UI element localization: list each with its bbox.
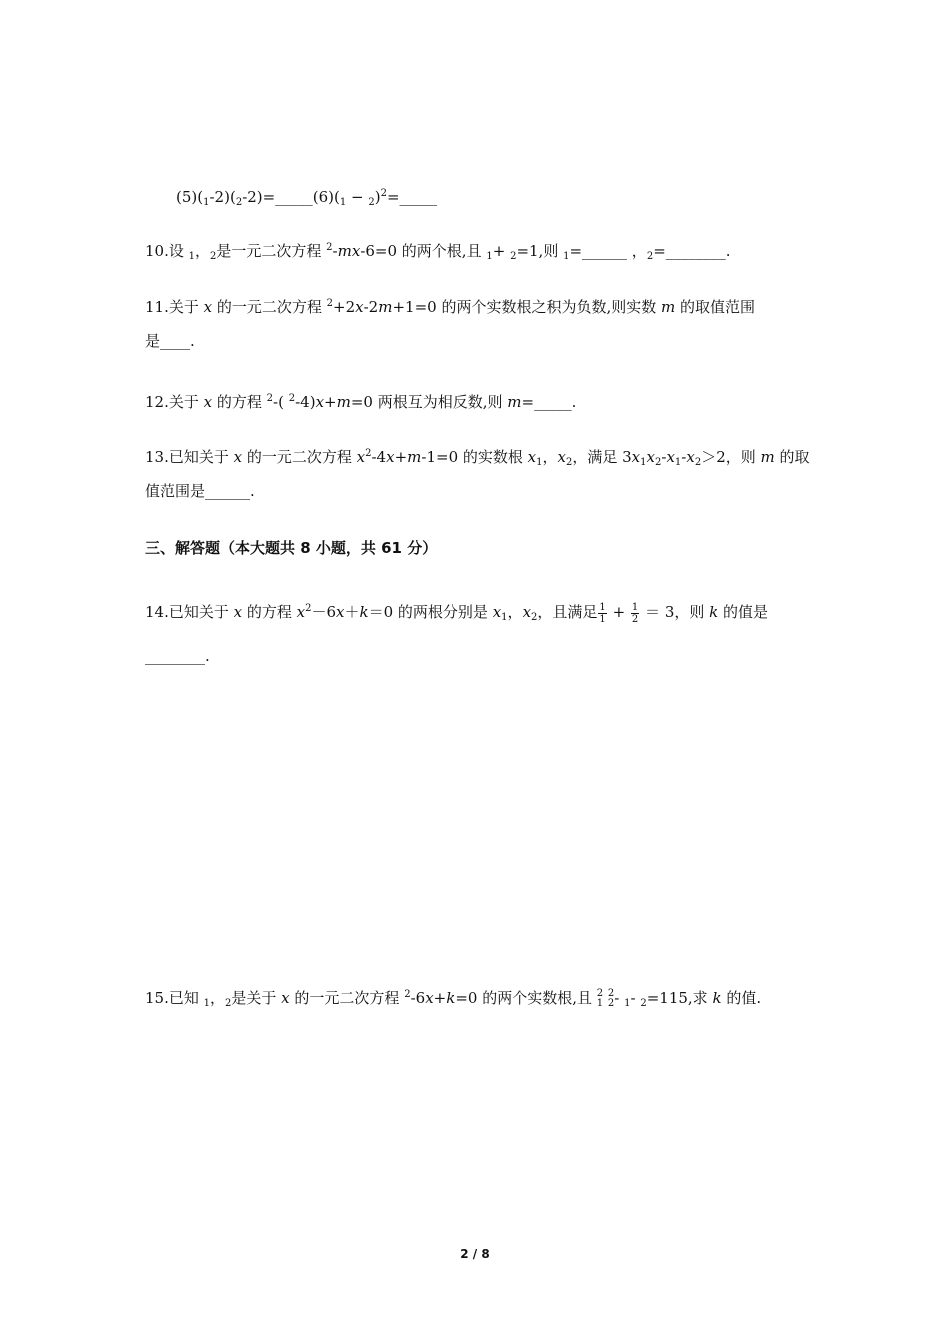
text: + <box>607 603 630 621</box>
text: (6)( <box>312 188 340 206</box>
variable: k <box>709 603 719 621</box>
fraction <box>631 602 639 625</box>
text: 15.已知 <box>145 989 204 1007</box>
variable: x <box>522 603 532 621</box>
text: +2 <box>333 298 356 316</box>
variable: m <box>507 393 522 411</box>
denominator: 2 <box>631 613 639 625</box>
subscript: 1 <box>674 457 682 468</box>
question-14 <box>145 599 768 628</box>
superscript: 2 <box>266 393 274 404</box>
text: 14.已知关于 <box>145 603 234 621</box>
answer-blank[interactable]: _____ <box>275 188 313 206</box>
numerator: 1 <box>631 601 639 613</box>
subscript: 2 <box>640 998 647 1009</box>
superscript: 2 <box>607 988 615 999</box>
text: -2)= <box>242 188 276 206</box>
question-11 <box>145 294 755 317</box>
page-number: 2 / 8 <box>460 1247 490 1261</box>
question-14-line-2 <box>145 646 210 666</box>
superscript: 2 <box>326 298 334 309</box>
text: 的方程 <box>242 603 297 621</box>
text: －6 <box>311 603 337 621</box>
variable: x <box>203 298 213 316</box>
text: - <box>661 448 667 466</box>
variable: mx <box>337 242 361 260</box>
superscript: 2 <box>326 242 333 253</box>
answer-blank[interactable]: _____ <box>399 188 438 206</box>
text: -6=0 的两个根,且 <box>360 242 487 260</box>
text: 的一元二次方程 <box>289 989 405 1007</box>
text: 10.设 <box>145 242 189 260</box>
text: 11.关于 <box>145 298 204 316</box>
subscript: 2 <box>694 457 702 468</box>
variable: x <box>646 448 655 466</box>
text: -4) <box>295 393 316 411</box>
superscript: 2 <box>288 393 296 404</box>
text: ＞2，则 <box>701 448 761 466</box>
text: ，且满足 <box>537 603 598 621</box>
text: 的一元二次方程 <box>242 448 357 466</box>
subscript: 2 <box>654 457 662 468</box>
variable: x <box>296 603 306 621</box>
text: =0 两根互为相反数,则 <box>350 393 508 411</box>
q9-parts-5-6 <box>176 184 437 213</box>
text: 是关于 <box>231 989 282 1007</box>
fraction <box>598 602 606 625</box>
text: 的取值范围 <box>675 298 756 316</box>
subscript: 1 <box>501 612 508 623</box>
subscript: 1 <box>640 457 647 468</box>
question-12 <box>145 389 576 412</box>
variable: x <box>355 298 364 316</box>
variable: x <box>233 448 243 466</box>
answer-blank[interactable]: =________. <box>653 242 731 260</box>
numerator: 1 <box>599 601 606 613</box>
text: 的值. <box>721 989 762 1007</box>
question-11-line-2 <box>145 331 195 351</box>
subscript: 2 <box>607 998 615 1009</box>
subscript: 2 <box>225 998 232 1009</box>
text: 的值是 <box>718 603 769 621</box>
text: + <box>492 242 511 260</box>
variable: x <box>557 448 566 466</box>
text: ， <box>195 242 211 260</box>
text: ＝ 3，则 <box>640 603 710 621</box>
superscript: 2 <box>305 603 312 614</box>
variable: x <box>686 448 695 466</box>
subscript: 2 <box>368 197 375 208</box>
subscript: 1 <box>536 457 543 468</box>
variable: k <box>446 989 456 1007</box>
text: -6 <box>410 989 426 1007</box>
text: +1=0 的两个实数根之积为负数,则实数 <box>392 298 661 316</box>
subscript: 1 <box>203 998 210 1009</box>
text: ＋ <box>344 603 360 621</box>
text: - <box>332 242 338 260</box>
variable: x <box>336 603 345 621</box>
variable: x <box>527 448 537 466</box>
superscript: 2 <box>404 989 411 1000</box>
answer-blank[interactable]: =_____. <box>521 393 577 411</box>
text: ，满足 3 <box>572 448 632 466</box>
answer-blank[interactable]: 值范围是______. <box>145 482 255 500</box>
text: =1,则 <box>516 242 564 260</box>
text: 的方程 <box>212 393 267 411</box>
question-13-line-2 <box>145 481 255 501</box>
text: - <box>614 989 625 1007</box>
subscript: 2 <box>510 251 517 262</box>
subscript: 1 <box>203 197 210 208</box>
text: -2)( <box>209 188 236 206</box>
variable: x <box>492 603 502 621</box>
text: -1=0 的实数根 <box>421 448 528 466</box>
subscript: 1 <box>339 197 347 208</box>
superscript: 2 <box>596 988 604 999</box>
subscript: 2 <box>210 251 217 262</box>
text: -4 <box>371 448 387 466</box>
section-heading: 三、解答题（本大题共 8 小题，共 61 分） <box>145 539 438 557</box>
text: =0 的两个实数根,且 <box>455 989 597 1007</box>
text: + <box>324 393 337 411</box>
variable: m <box>378 298 393 316</box>
variable: m <box>336 393 351 411</box>
subscript: 2 <box>646 251 654 262</box>
text: - <box>681 448 687 466</box>
subscript: 1 <box>596 998 604 1009</box>
subscript: 1 <box>188 251 195 262</box>
variable: m <box>760 448 775 466</box>
text: - <box>630 989 641 1007</box>
text: -( <box>273 393 289 411</box>
question-13 <box>145 444 810 473</box>
text: -2 <box>363 298 379 316</box>
variable: x <box>233 603 243 621</box>
subscript: 2 <box>235 197 243 208</box>
variable: x <box>315 393 325 411</box>
superscript: 2 <box>365 448 372 459</box>
answer-blank[interactable]: 是____. <box>145 332 195 350</box>
variable: x <box>203 393 213 411</box>
variable: x <box>631 448 641 466</box>
text: 的取 <box>774 448 810 466</box>
variable: x <box>356 448 366 466</box>
text: + <box>433 989 447 1007</box>
variable: x <box>425 989 434 1007</box>
text: ， <box>542 448 558 466</box>
variable: m <box>661 298 676 316</box>
variable: k <box>359 603 369 621</box>
answer-blank[interactable]: ________. <box>145 647 210 665</box>
subscript: 1 <box>486 251 493 262</box>
subscript: 2 <box>565 457 573 468</box>
text: 13.已知关于 <box>145 448 234 466</box>
text: 12.关于 <box>145 393 204 411</box>
text: ＝0 的两根分别是 <box>368 603 493 621</box>
question-15 <box>145 985 761 1014</box>
variable: x <box>386 448 395 466</box>
text: ) <box>374 188 381 206</box>
variable: m <box>407 448 422 466</box>
variable: k <box>712 989 722 1007</box>
answer-blank[interactable]: =______ ， <box>569 242 647 260</box>
text: − <box>346 188 369 206</box>
text: 的一元二次方程 <box>212 298 327 316</box>
index-stack <box>597 989 603 1009</box>
text: ， <box>507 603 523 621</box>
text: = <box>386 188 400 206</box>
subscript: 2 <box>531 612 538 623</box>
variable: x <box>666 448 675 466</box>
text: + <box>394 448 408 466</box>
denominator: 1 <box>599 613 606 625</box>
text: ， <box>210 989 226 1007</box>
question-10 <box>145 238 731 267</box>
variable: x <box>281 989 290 1007</box>
text: =115,求 <box>646 989 713 1007</box>
superscript: 2 <box>380 188 387 199</box>
subscript: 1 <box>624 998 631 1009</box>
text: (5)( <box>176 188 204 206</box>
subscript: 1 <box>563 251 570 262</box>
text: 是一元二次方程 <box>216 242 327 260</box>
